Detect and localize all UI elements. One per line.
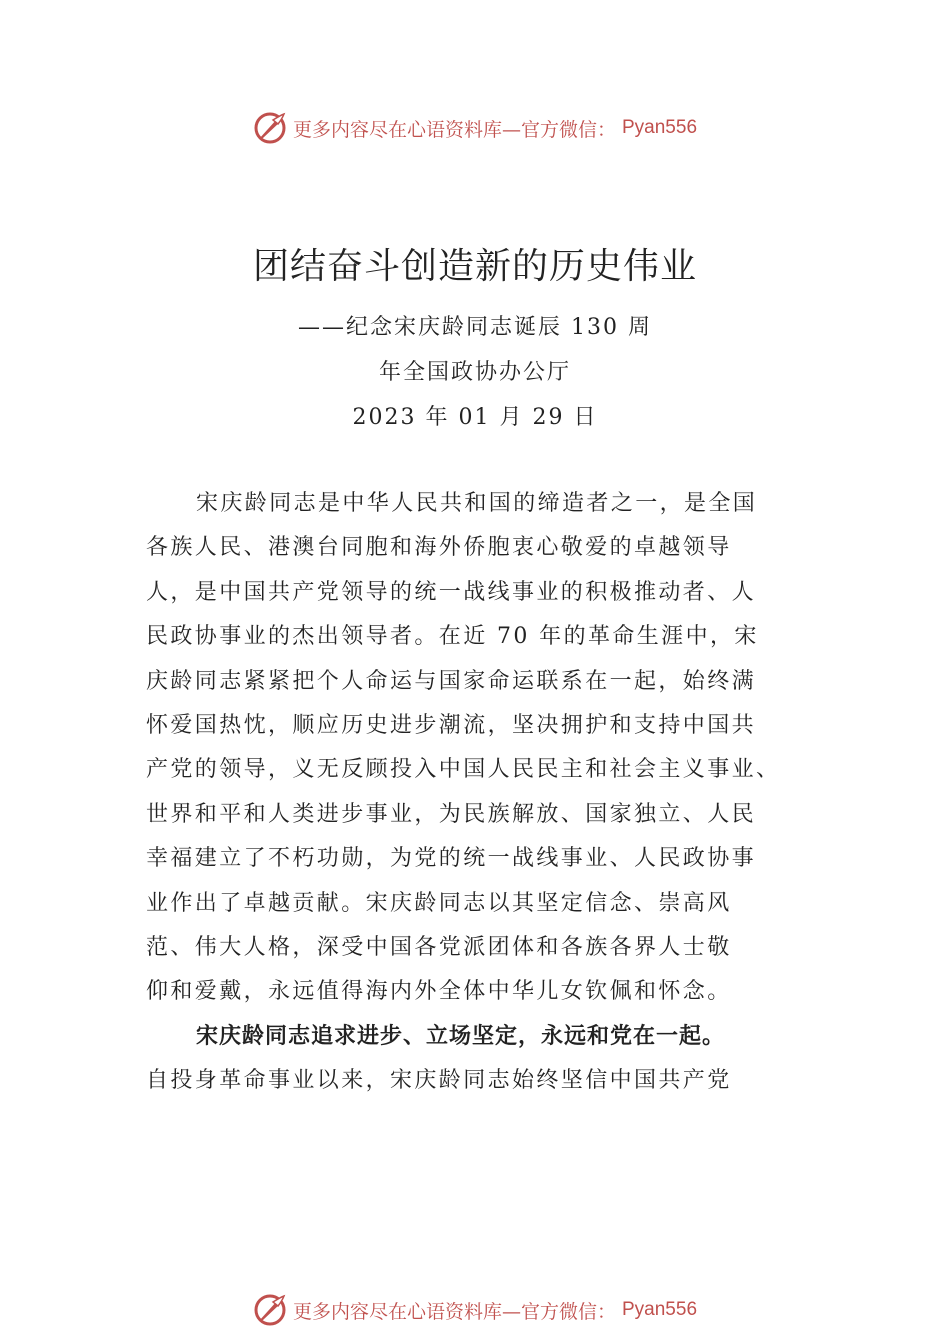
body-line: 庆龄同志紧紧把个人命运与国家命运联系在一起，始终满	[146, 668, 757, 694]
body-line: 宋庆龄同志是中华人民共和国的缔造者之一，是全国	[196, 491, 758, 516]
watermark-text: 更多内容尽在心语资料库—官方微信：	[292, 118, 616, 141]
body-line: 民政协事业的杰出领导者。在近 70 年的革命生涯中，宋	[146, 624, 759, 650]
section-heading: 宋庆龄同志追求进步、立场坚定，永远和党在一起。	[196, 1023, 726, 1049]
document-body	[146, 484, 806, 1105]
body-line: 业作出了卓越贡献。宋庆龄同志以其坚定信念、崇高风	[146, 890, 732, 916]
body-line: 人，是中国共产党领导的统一战线事业的积极推动者、人	[146, 579, 757, 605]
quill-logo-icon	[253, 1293, 287, 1327]
subtitle-line-1: ——纪念宋庆龄同志诞辰 130 周	[298, 315, 652, 340]
body-line: 仰和爱戴，永远值得海内外全体中华儿女钦佩和怀念。	[146, 979, 732, 1005]
watermark-banner-top	[0, 108, 950, 148]
document-title: 团结奋斗创造新的历史伟业	[252, 246, 697, 287]
quill-logo-icon	[253, 111, 287, 145]
subtitle-line-2: 年全国政协办公厅	[378, 360, 571, 385]
wechat-id: Pyan556	[622, 1299, 698, 1320]
body-line: 怀爱国热忱，顺应历史进步潮流，坚决拥护和支持中国共	[146, 712, 757, 738]
body-line: 范、伟大人格，深受中国各党派团体和各族各界人士敬	[146, 934, 732, 960]
body-line: 产党的领导，义无反顾投入中国人民民主和社会主义事业、	[146, 757, 781, 783]
watermark-banner-bottom	[0, 1290, 950, 1330]
subtitle-date: 2023 年 01 月 29 日	[352, 405, 598, 430]
body-line: 世界和平和人类进步事业，为民族解放、国家独立、人民	[146, 801, 757, 827]
wechat-id: Pyan556	[622, 117, 698, 138]
body-line: 各族人民、港澳台同胞和海外侨胞衷心敬爱的卓越领导	[146, 535, 732, 561]
body-line: 幸福建立了不朽功勋，为党的统一战线事业、人民政协事	[146, 846, 757, 872]
watermark-text: 更多内容尽在心语资料库—官方微信：	[292, 1300, 616, 1323]
body-line: 自投身革命事业以来，宋庆龄同志始终坚信中国共产党	[146, 1068, 732, 1094]
